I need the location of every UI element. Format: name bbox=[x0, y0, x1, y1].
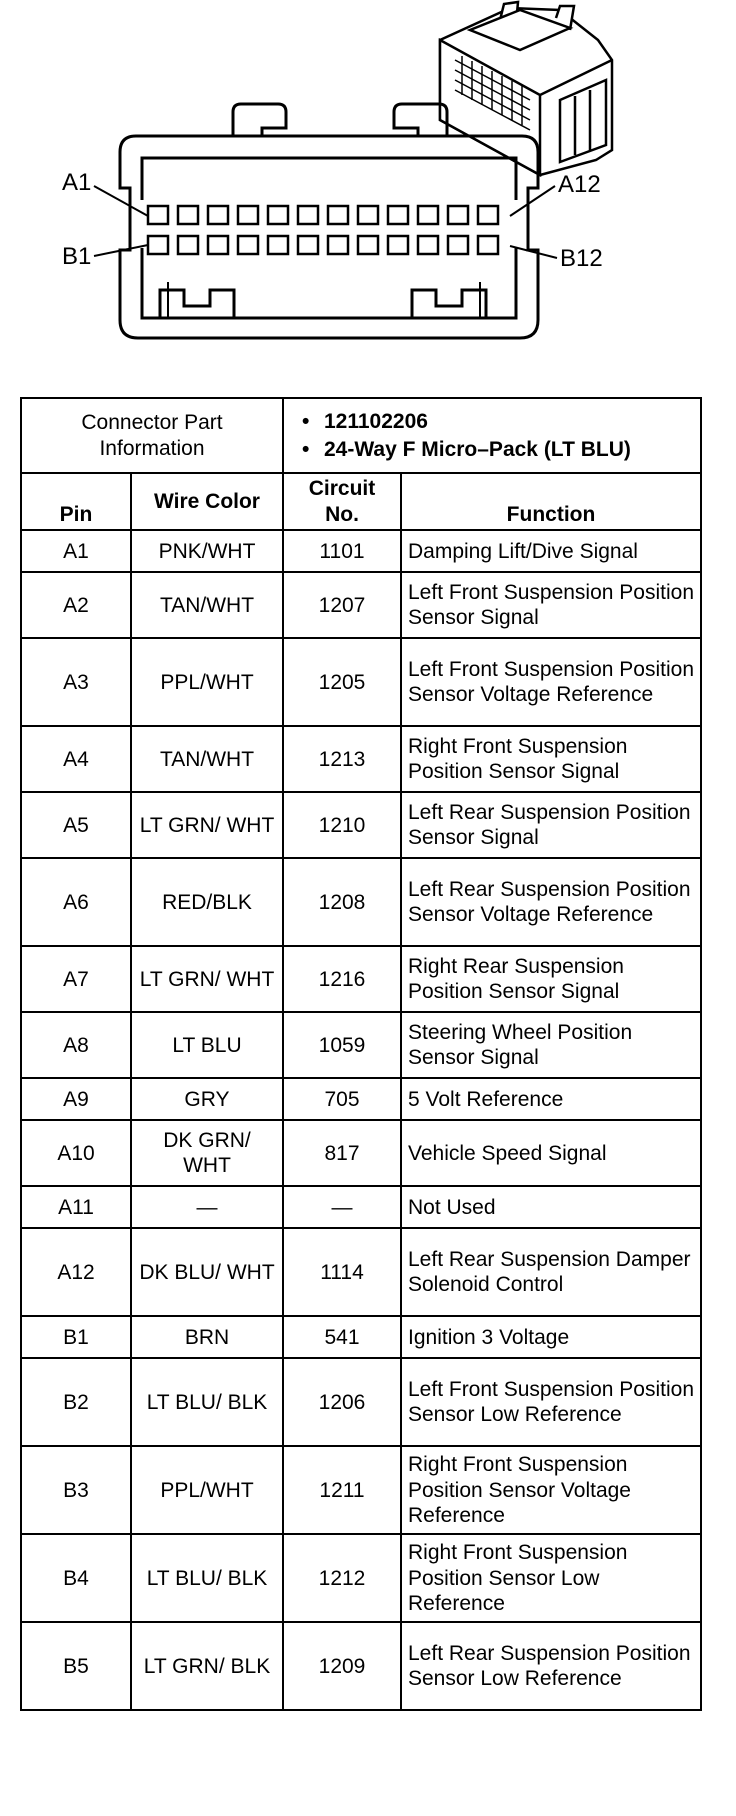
function-cell: Right Front Suspension Position Sensor Signal bbox=[401, 726, 701, 792]
pin-cavity-b8 bbox=[358, 236, 378, 254]
circuit-cell: 1206 bbox=[283, 1358, 401, 1446]
connector-part-info bbox=[283, 398, 701, 473]
table-row bbox=[21, 1228, 701, 1316]
pin-cavity-a7 bbox=[328, 206, 348, 224]
table-row bbox=[21, 1316, 701, 1358]
pin-cell: A7 bbox=[21, 946, 131, 1012]
pin-cavity-b2 bbox=[178, 236, 198, 254]
pin-cell: A4 bbox=[21, 726, 131, 792]
circuit-cell: 1211 bbox=[283, 1446, 401, 1534]
circuit-cell: 1210 bbox=[283, 792, 401, 858]
pin-cell: B1 bbox=[21, 1316, 131, 1358]
table-row bbox=[21, 572, 701, 638]
table-row bbox=[21, 530, 701, 572]
connector-pin-table bbox=[20, 397, 702, 1711]
pin-cell: B2 bbox=[21, 1358, 131, 1446]
pin-cell: A9 bbox=[21, 1078, 131, 1120]
wire-color-cell: PPL/WHT bbox=[131, 1446, 283, 1534]
function-cell: Right Rear Suspension Position Sensor Signal bbox=[401, 946, 701, 1012]
wire-color-cell: DK BLU/ WHT bbox=[131, 1228, 283, 1316]
wire-color-cell: DK GRN/ WHT bbox=[131, 1120, 283, 1186]
circuit-cell: 705 bbox=[283, 1078, 401, 1120]
table-row bbox=[21, 1012, 701, 1078]
header-wire-color: Wire Color bbox=[131, 473, 283, 530]
pin-cavity-b4 bbox=[238, 236, 258, 254]
pin-cavity-b5 bbox=[268, 236, 288, 254]
pin-cell: A6 bbox=[21, 858, 131, 946]
label-b12: B12 bbox=[560, 245, 603, 272]
pin-cavity-a12 bbox=[478, 206, 498, 224]
table-row bbox=[21, 792, 701, 858]
circuit-cell: 1059 bbox=[283, 1012, 401, 1078]
function-cell: Damping Lift/Dive Signal bbox=[401, 530, 701, 572]
pin-cell: A3 bbox=[21, 638, 131, 726]
pin-cavity-b6 bbox=[298, 236, 318, 254]
circuit-cell: — bbox=[283, 1186, 401, 1228]
header-function: Function bbox=[401, 473, 701, 530]
circuit-cell: 541 bbox=[283, 1316, 401, 1358]
circuit-cell: 1212 bbox=[283, 1534, 401, 1622]
wire-color-cell: GRY bbox=[131, 1078, 283, 1120]
label-a12: A12 bbox=[558, 171, 601, 198]
function-cell: Steering Wheel Position Sensor Signal bbox=[401, 1012, 701, 1078]
function-cell: Left Front Suspension Position Sensor Low Reference bbox=[401, 1358, 701, 1446]
wire-color-cell: BRN bbox=[131, 1316, 283, 1358]
table-row bbox=[21, 1078, 701, 1120]
pin-cavity-a6 bbox=[298, 206, 318, 224]
pin-cavity-grid bbox=[148, 206, 498, 254]
table-row bbox=[21, 1534, 701, 1622]
wire-color-cell: LT GRN/ WHT bbox=[131, 946, 283, 1012]
function-cell: Ignition 3 Voltage bbox=[401, 1316, 701, 1358]
function-cell: Right Front Suspension Position Sensor Low Reference bbox=[401, 1534, 701, 1622]
pin-cell: B3 bbox=[21, 1446, 131, 1534]
pin-cell: A8 bbox=[21, 1012, 131, 1078]
table-row bbox=[21, 1120, 701, 1186]
wire-color-cell: TAN/WHT bbox=[131, 572, 283, 638]
label-a1: A1 bbox=[62, 169, 92, 196]
wire-color-cell: RED/BLK bbox=[131, 858, 283, 946]
pin-cell: A10 bbox=[21, 1120, 131, 1186]
pin-cavity-a3 bbox=[208, 206, 228, 224]
circuit-cell: 1216 bbox=[283, 946, 401, 1012]
circuit-cell: 817 bbox=[283, 1120, 401, 1186]
connector-part-label: Connector Part Information bbox=[21, 398, 283, 473]
pin-cavity-a11 bbox=[448, 206, 468, 224]
pin-cavity-a2 bbox=[178, 206, 198, 224]
pin-cavity-a9 bbox=[388, 206, 408, 224]
function-cell: Left Rear Suspension Position Sensor Low Reference bbox=[401, 1622, 701, 1710]
wire-color-cell: LT BLU/ BLK bbox=[131, 1358, 283, 1446]
wire-color-cell: PPL/WHT bbox=[131, 638, 283, 726]
table-row bbox=[21, 638, 701, 726]
pin-cell: A11 bbox=[21, 1186, 131, 1228]
pin-cell: A2 bbox=[21, 572, 131, 638]
pin-cavity-b7 bbox=[328, 236, 348, 254]
pin-cavity-b12 bbox=[478, 236, 498, 254]
pin-cavity-a1 bbox=[148, 206, 168, 224]
pin-cavity-b11 bbox=[448, 236, 468, 254]
table-row bbox=[21, 1622, 701, 1710]
pin-cell: A1 bbox=[21, 530, 131, 572]
part-number: • 121102206 bbox=[298, 409, 694, 435]
label-b1: B1 bbox=[62, 243, 92, 270]
pin-cavity-b9 bbox=[388, 236, 408, 254]
circuit-cell: 1101 bbox=[283, 530, 401, 572]
table-row bbox=[21, 858, 701, 946]
circuit-cell: 1205 bbox=[283, 638, 401, 726]
connector-3d-icon bbox=[440, 2, 612, 175]
function-cell: 5 Volt Reference bbox=[401, 1078, 701, 1120]
header-circuit: Circuit No. bbox=[283, 473, 401, 530]
function-cell: Left Front Suspension Position Sensor Signal bbox=[401, 572, 701, 638]
pin-cell: B4 bbox=[21, 1534, 131, 1622]
table-row bbox=[21, 946, 701, 1012]
function-cell: Left Rear Suspension Position Sensor Voltage Reference bbox=[401, 858, 701, 946]
function-cell: Not Used bbox=[401, 1186, 701, 1228]
circuit-cell: 1213 bbox=[283, 726, 401, 792]
wire-color-cell: LT BLU bbox=[131, 1012, 283, 1078]
wire-color-cell: LT BLU/ BLK bbox=[131, 1534, 283, 1622]
function-cell: Left Front Suspension Position Sensor Voltage Reference bbox=[401, 638, 701, 726]
circuit-cell: 1208 bbox=[283, 858, 401, 946]
circuit-cell: 1114 bbox=[283, 1228, 401, 1316]
wire-color-cell: — bbox=[131, 1186, 283, 1228]
wire-color-cell: PNK/WHT bbox=[131, 530, 283, 572]
pin-cell: A12 bbox=[21, 1228, 131, 1316]
wire-color-cell: LT GRN/ BLK bbox=[131, 1622, 283, 1710]
pin-cavity-b3 bbox=[208, 236, 228, 254]
pin-cavity-a5 bbox=[268, 206, 288, 224]
wire-color-cell: TAN/WHT bbox=[131, 726, 283, 792]
pin-cell: B5 bbox=[21, 1622, 131, 1710]
function-cell: Right Front Suspension Position Sensor Voltage Reference bbox=[401, 1446, 701, 1534]
pin-cavity-a8 bbox=[358, 206, 378, 224]
function-cell: Left Rear Suspension Damper Solenoid Control bbox=[401, 1228, 701, 1316]
pin-cell: A5 bbox=[21, 792, 131, 858]
table-row bbox=[21, 1186, 701, 1228]
connector-info-row bbox=[21, 398, 701, 473]
table-row bbox=[21, 1446, 701, 1534]
pin-cavity-b10 bbox=[418, 236, 438, 254]
pin-cavity-a4 bbox=[238, 206, 258, 224]
connector-diagram bbox=[0, 0, 736, 370]
table-row bbox=[21, 1358, 701, 1446]
wire-color-cell: LT GRN/ WHT bbox=[131, 792, 283, 858]
column-header-row bbox=[21, 473, 701, 530]
function-cell: Left Rear Suspension Position Sensor Signal bbox=[401, 792, 701, 858]
pin-cavity-b1 bbox=[148, 236, 168, 254]
pin-cavity-a10 bbox=[418, 206, 438, 224]
table-row bbox=[21, 726, 701, 792]
circuit-cell: 1209 bbox=[283, 1622, 401, 1710]
function-cell: Vehicle Speed Signal bbox=[401, 1120, 701, 1186]
connector-description: • 24-Way F Micro–Pack (LT BLU) bbox=[298, 437, 694, 463]
header-pin: Pin bbox=[21, 473, 131, 530]
circuit-cell: 1207 bbox=[283, 572, 401, 638]
